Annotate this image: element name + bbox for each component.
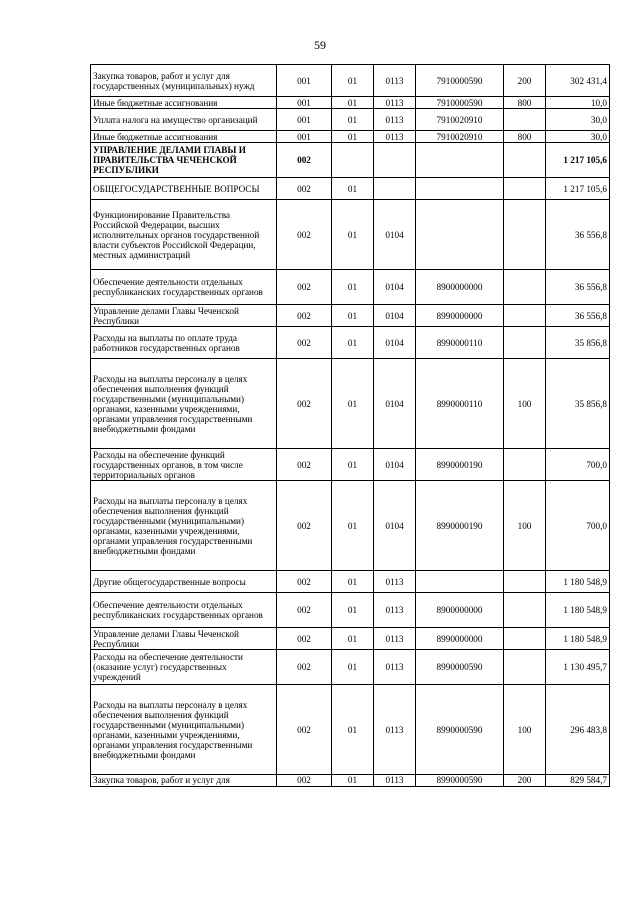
row-vr	[504, 571, 546, 593]
table-row	[91, 359, 610, 449]
row-name: Расходы на обеспечение деятельности (оказание услуг) государственных учреждений	[91, 650, 277, 685]
row-rz: 01	[332, 65, 374, 97]
row-ved: 002	[277, 593, 332, 628]
table-row	[91, 571, 610, 593]
budget-table-body	[91, 65, 610, 787]
row-ved: 002	[277, 143, 332, 178]
row-amount: 1 217 105,6	[546, 143, 610, 178]
row-name: Функционирование Правительства Российской Федерации, высших исполнительных органов государственной власти субъектов Российской Федерации, местных администраций	[91, 200, 277, 270]
row-vr	[504, 650, 546, 685]
table-row	[91, 200, 610, 270]
row-rz: 01	[332, 685, 374, 775]
row-name: Расходы на выплаты персоналу в целях обеспечения выполнения функций государственными (муниципальными) органами, казенными учреждениями, органами управления государственными внебюджетными фондами	[91, 481, 277, 571]
row-amount: 296 483,8	[546, 685, 610, 775]
row-csr: 8990000190	[416, 481, 504, 571]
row-ved: 002	[277, 481, 332, 571]
table-row	[91, 449, 610, 481]
table-row	[91, 327, 610, 359]
row-amount: 35 856,8	[546, 327, 610, 359]
row-rz: 01	[332, 449, 374, 481]
row-prz: 0113	[374, 650, 416, 685]
table-row	[91, 270, 610, 305]
row-name: Расходы на выплаты по оплате труда работников государственных органов	[91, 327, 277, 359]
row-amount: 1 130 495,7	[546, 650, 610, 685]
row-prz: 0113	[374, 109, 416, 131]
row-prz: 0104	[374, 327, 416, 359]
row-csr: 8990000590	[416, 650, 504, 685]
row-rz: 01	[332, 628, 374, 650]
row-vr: 800	[504, 97, 546, 109]
row-csr	[416, 143, 504, 178]
row-vr: 100	[504, 481, 546, 571]
row-csr: 7910020910	[416, 131, 504, 143]
row-ved: 002	[277, 449, 332, 481]
row-vr: 800	[504, 131, 546, 143]
budget-table	[90, 64, 610, 787]
row-rz: 01	[332, 109, 374, 131]
row-csr: 7910000590	[416, 65, 504, 97]
row-rz: 01	[332, 775, 374, 787]
row-rz: 01	[332, 571, 374, 593]
row-name: Закупка товаров, работ и услуг для государственных (муниципальных) нужд	[91, 65, 277, 97]
row-vr: 100	[504, 685, 546, 775]
row-vr	[504, 449, 546, 481]
row-ved: 002	[277, 200, 332, 270]
row-name: Уплата налога на имущество организаций	[91, 109, 277, 131]
row-csr: 7910020910	[416, 109, 504, 131]
row-vr	[504, 593, 546, 628]
row-ved: 001	[277, 65, 332, 97]
row-csr: 8990000190	[416, 449, 504, 481]
table-row	[91, 593, 610, 628]
row-vr: 200	[504, 65, 546, 97]
row-vr	[504, 327, 546, 359]
row-prz: 0113	[374, 97, 416, 109]
row-amount: 36 556,8	[546, 200, 610, 270]
row-amount: 1 180 548,9	[546, 628, 610, 650]
table-row	[91, 178, 610, 200]
row-rz: 01	[332, 200, 374, 270]
row-vr	[504, 178, 546, 200]
row-prz: 0104	[374, 359, 416, 449]
row-vr: 200	[504, 775, 546, 787]
table-row	[91, 97, 610, 109]
row-name: Другие общегосударственные вопросы	[91, 571, 277, 593]
row-ved: 002	[277, 327, 332, 359]
row-name: Иные бюджетные ассигнования	[91, 97, 277, 109]
row-rz: 01	[332, 131, 374, 143]
row-amount: 302 431,4	[546, 65, 610, 97]
row-ved: 001	[277, 131, 332, 143]
row-csr	[416, 571, 504, 593]
row-amount: 1 180 548,9	[546, 571, 610, 593]
row-vr	[504, 200, 546, 270]
row-name: Закупка товаров, работ и услуг для	[91, 775, 277, 787]
row-name: Управление делами Главы Чеченской Республики	[91, 305, 277, 327]
row-vr	[504, 109, 546, 131]
row-amount: 829 584,7	[546, 775, 610, 787]
row-name: Иные бюджетные ассигнования	[91, 131, 277, 143]
row-rz: 01	[332, 97, 374, 109]
row-vr	[504, 628, 546, 650]
row-amount: 1 217 105,6	[546, 178, 610, 200]
row-csr: 8990000110	[416, 359, 504, 449]
row-prz: 0113	[374, 131, 416, 143]
table-row	[91, 685, 610, 775]
row-csr: 8900000000	[416, 593, 504, 628]
row-name: ОБЩЕГОСУДАРСТВЕННЫЕ ВОПРОСЫ	[91, 178, 277, 200]
row-prz	[374, 143, 416, 178]
row-rz: 01	[332, 650, 374, 685]
row-ved: 002	[277, 571, 332, 593]
table-row	[91, 131, 610, 143]
row-vr: 100	[504, 359, 546, 449]
table-row	[91, 305, 610, 327]
row-ved: 002	[277, 178, 332, 200]
row-name: Расходы на выплаты персоналу в целях обеспечения выполнения функций государственными (муниципальными) органами, казенными учреждениями, органами управления государственными внебюджетными фондами	[91, 359, 277, 449]
row-csr: 8990000000	[416, 305, 504, 327]
row-prz: 0104	[374, 305, 416, 327]
row-name: Расходы на обеспечение функций государственных органов, в том числе территориальных органов	[91, 449, 277, 481]
row-ved: 002	[277, 650, 332, 685]
row-prz: 0113	[374, 685, 416, 775]
table-row	[91, 775, 610, 787]
row-name: Управление делами Главы Чеченской Республики	[91, 628, 277, 650]
row-ved: 001	[277, 97, 332, 109]
row-amount: 700,0	[546, 481, 610, 571]
row-prz: 0104	[374, 270, 416, 305]
row-rz: 01	[332, 305, 374, 327]
row-prz: 0113	[374, 571, 416, 593]
row-name: Расходы на выплаты персоналу в целях обеспечения выполнения функций государственными (муниципальными) органами, казенными учреждениями, органами управления государственными внебюджетными фондами	[91, 685, 277, 775]
table-row	[91, 65, 610, 97]
row-csr	[416, 200, 504, 270]
row-name: Обеспечение деятельности отдельных республиканских государственных органов	[91, 593, 277, 628]
row-prz: 0113	[374, 775, 416, 787]
row-csr: 7910000590	[416, 97, 504, 109]
row-csr: 8990000590	[416, 775, 504, 787]
table-row	[91, 109, 610, 131]
row-rz: 01	[332, 481, 374, 571]
table-row	[91, 481, 610, 571]
row-name: УПРАВЛЕНИЕ ДЕЛАМИ ГЛАВЫ И ПРАВИТЕЛЬСТВА ЧЕЧЕНСКОЙ РЕСПУБЛИКИ	[91, 143, 277, 178]
row-amount: 30,0	[546, 131, 610, 143]
table-row	[91, 143, 610, 178]
row-prz: 0113	[374, 593, 416, 628]
row-vr	[504, 270, 546, 305]
row-prz: 0104	[374, 200, 416, 270]
row-vr	[504, 143, 546, 178]
row-amount: 35 856,8	[546, 359, 610, 449]
row-ved: 002	[277, 685, 332, 775]
row-rz: 01	[332, 178, 374, 200]
row-amount: 10,0	[546, 97, 610, 109]
row-ved: 002	[277, 270, 332, 305]
row-csr: 8990000110	[416, 327, 504, 359]
row-ved: 002	[277, 359, 332, 449]
row-csr: 8900000000	[416, 270, 504, 305]
row-amount: 36 556,8	[546, 305, 610, 327]
row-amount: 1 180 548,9	[546, 593, 610, 628]
row-rz: 01	[332, 270, 374, 305]
row-ved: 002	[277, 775, 332, 787]
row-rz: 01	[332, 593, 374, 628]
row-ved: 001	[277, 109, 332, 131]
row-ved: 002	[277, 305, 332, 327]
row-prz	[374, 178, 416, 200]
row-ved: 002	[277, 628, 332, 650]
row-prz: 0104	[374, 481, 416, 571]
row-amount: 30,0	[546, 109, 610, 131]
page-number: 59	[314, 38, 326, 52]
row-amount: 36 556,8	[546, 270, 610, 305]
row-vr	[504, 305, 546, 327]
row-name: Обеспечение деятельности отдельных республиканских государственных органов	[91, 270, 277, 305]
row-rz	[332, 143, 374, 178]
row-rz: 01	[332, 359, 374, 449]
row-prz: 0104	[374, 449, 416, 481]
table-row	[91, 650, 610, 685]
row-csr: 8990000590	[416, 685, 504, 775]
row-csr	[416, 178, 504, 200]
row-amount: 700,0	[546, 449, 610, 481]
row-csr: 8990000000	[416, 628, 504, 650]
row-prz: 0113	[374, 628, 416, 650]
table-row	[91, 628, 610, 650]
row-rz: 01	[332, 327, 374, 359]
row-prz: 0113	[374, 65, 416, 97]
